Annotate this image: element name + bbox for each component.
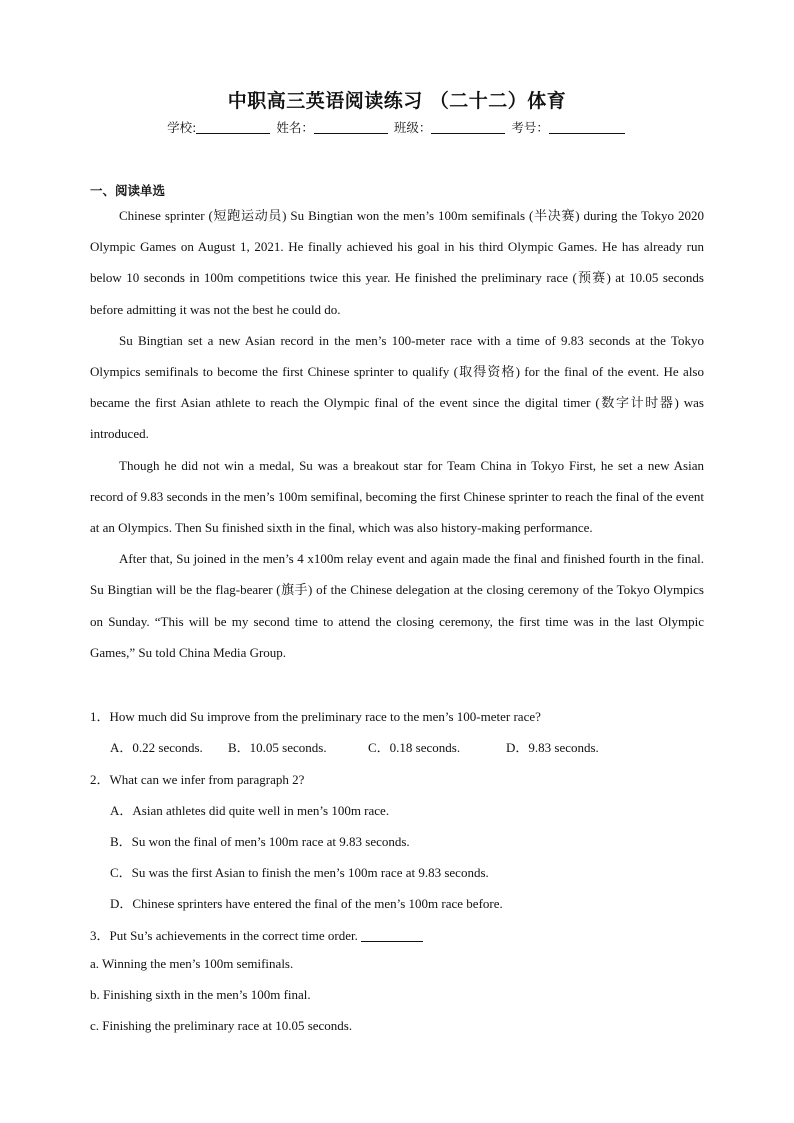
question-3-stem: 3．Put Su’s achievements in the correct time order.	[90, 928, 358, 943]
exam-no-label: 考号：	[511, 120, 549, 135]
question-2-option-c[interactable]: C．Su was the first Asian to finish the men’s 100m race at 9.83 seconds.	[110, 865, 489, 880]
passage-paragraph-2: Su Bingtian set a new Asian record in the men’s 100-meter race with a time of 9.83 seconds at the Tokyo Olympics semifinals to become the first Chinese sprinter to qualify (取得资格) for the final of the event. He also became the first Asian athlete to reach the Olympic final of the event since the digital timer (数字计时器) was introduced.	[90, 332, 704, 442]
class-label: 班级：	[393, 120, 432, 135]
passage-paragraph-4: After that, Su joined in the men’s 4 x100m relay event and again made the final and finished fourth in the final. Su Bingtian will be the flag-bearer (旗手) of the Chinese delegation at the closing ceremony of the Tokyo Olympics on Sunday. “This will be my second time to attend the closing ceremony, the first time was in the last Olympic Games,” Su told China Media Group.	[90, 551, 704, 660]
question-3-item-c: c. Finishing the preliminary race at 10.05 seconds.	[90, 1018, 353, 1033]
passage-paragraph-3: Though he did not win a medal, Su was a breakout star for Team China in Tokyo First, he set a new Asian record of 9.83 seconds in the men’s 100m semifinal, becoming the first Chinese sprinter to reach the final of the event at an Olympics. Then Su finished sixth in the final, which was also history-making performance.	[90, 457, 704, 536]
school-label: 学校:	[167, 120, 197, 135]
section-title: 一、阅读单选	[90, 183, 166, 198]
school-blank[interactable]	[196, 120, 270, 134]
question-1-option-d[interactable]: D．9.83 seconds.	[506, 740, 599, 755]
question-1-option-a[interactable]: A．0.22 seconds.	[110, 740, 203, 755]
question-2-option-b[interactable]: B．Su won the final of men’s 100m race at 9.83 seconds.	[110, 834, 410, 849]
question-1-option-b[interactable]: B．10.05 seconds.	[228, 740, 327, 755]
question-1-stem: 1．How much did Su improve from the preliminary race to the men’s 100-meter race?	[90, 709, 541, 724]
question-2-option-a[interactable]: A．Asian athletes did quite well in men’s 100m race.	[110, 803, 390, 818]
name-blank[interactable]	[314, 120, 388, 134]
page-title: 中职高三英语阅读练习 （二十二）体育	[227, 90, 567, 112]
question-3-answer-blank[interactable]	[361, 928, 423, 942]
passage-paragraph-1: Chinese sprinter (短跑运动员) Su Bingtian won the men’s 100m semifinals (半决赛) during the Tokyo 2020 Olympic Games on August 1, 2021. He finally achieved his goal in his third Olympic Games. He has already run below 10 seconds in 100m competitions twice this year. He finished the preliminary race (预赛) at 10.05 seconds before admitting it was not the best he could do.	[90, 208, 704, 317]
question-2-option-d[interactable]: D．Chinese sprinters have entered the final of the men’s 100m race before.	[110, 896, 503, 911]
student-info-line	[90, 118, 704, 136]
class-blank[interactable]	[431, 120, 505, 134]
question-3	[90, 925, 423, 944]
question-1-option-c[interactable]: C．0.18 seconds.	[368, 740, 461, 755]
reading-passage	[90, 200, 704, 668]
question-3-item-a: a. Winning the men’s 100m semifinals.	[90, 956, 294, 971]
exam-no-blank[interactable]	[549, 120, 625, 134]
question-3-item-b: b. Finishing sixth in the men’s 100m final.	[90, 987, 311, 1002]
question-2-stem: 2．What can we infer from paragraph 2?	[90, 772, 305, 787]
name-label: 姓名：	[276, 120, 314, 135]
